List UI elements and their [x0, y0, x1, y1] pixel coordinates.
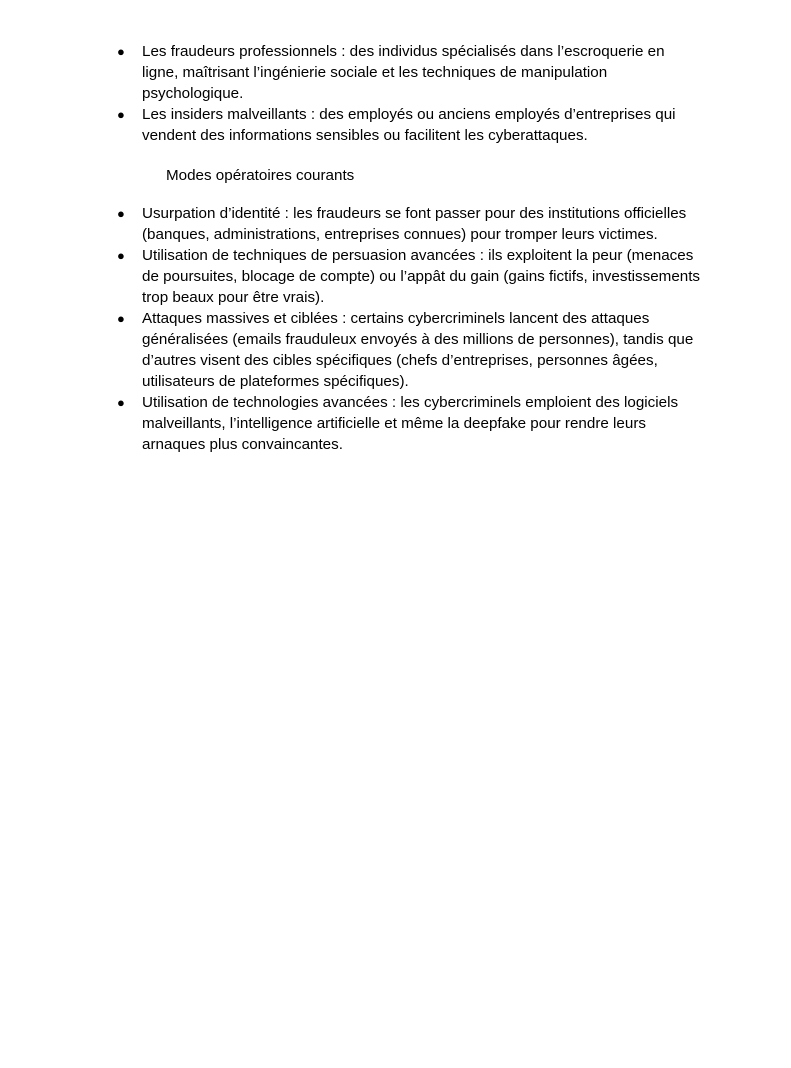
list-item — [117, 104, 702, 146]
bullet-icon: ● — [117, 311, 125, 326]
list-item — [117, 245, 702, 308]
bullet-list-modes — [117, 203, 702, 455]
bullet-icon: ● — [117, 395, 125, 410]
bullet-icon: ● — [117, 206, 125, 221]
bullet-icon: ● — [117, 44, 125, 59]
list-item-text: Les insiders malveillants : des employés ou anciens employés d’entreprises qui vendent des informations sensibles ou facilitent les cyberattaques. — [142, 106, 676, 144]
bullet-icon: ● — [117, 248, 125, 263]
list-item-text: Attaques massives et ciblées : certains cybercriminels lancent des attaques généralisées (emails frauduleux envoyés à des millions de personnes), tandis que d’autres visent des cibles spécifiques (chefs d’entreprises, personnes âgées, utilisateurs de plateformes spécifiques). — [142, 310, 694, 390]
list-item-text: Utilisation de techniques de persuasion avancées : ils exploitent la peur (menaces de poursuites, blocage de compte) ou l’appât du gain (gains fictifs, investissements trop beaux pour être vrais). — [142, 247, 701, 306]
list-item — [117, 203, 702, 245]
list-item — [117, 392, 702, 455]
list-item — [117, 41, 702, 104]
list-item-text: Les fraudeurs professionnels : des individus spécialisés dans l’escroquerie en ligne, maîtrisant l’ingénierie sociale et les techniques de manipulation psychologique. — [142, 43, 665, 102]
bullet-list-actors — [117, 41, 702, 146]
list-item-text: Usurpation d’identité : les fraudeurs se font passer pour des institutions officielles (banques, administrations, entreprises connues) pour tromper leurs victimes. — [142, 205, 687, 243]
section-heading: Modes opératoires courants — [166, 167, 355, 184]
bullet-icon: ● — [117, 107, 125, 122]
list-item-text: Utilisation de technologies avancées : les cybercriminels emploient des logiciels malveillants, l’intelligence artificielle et même la deepfake pour rendre leurs arnaques plus convaincantes. — [142, 394, 679, 453]
list-item — [117, 308, 702, 392]
